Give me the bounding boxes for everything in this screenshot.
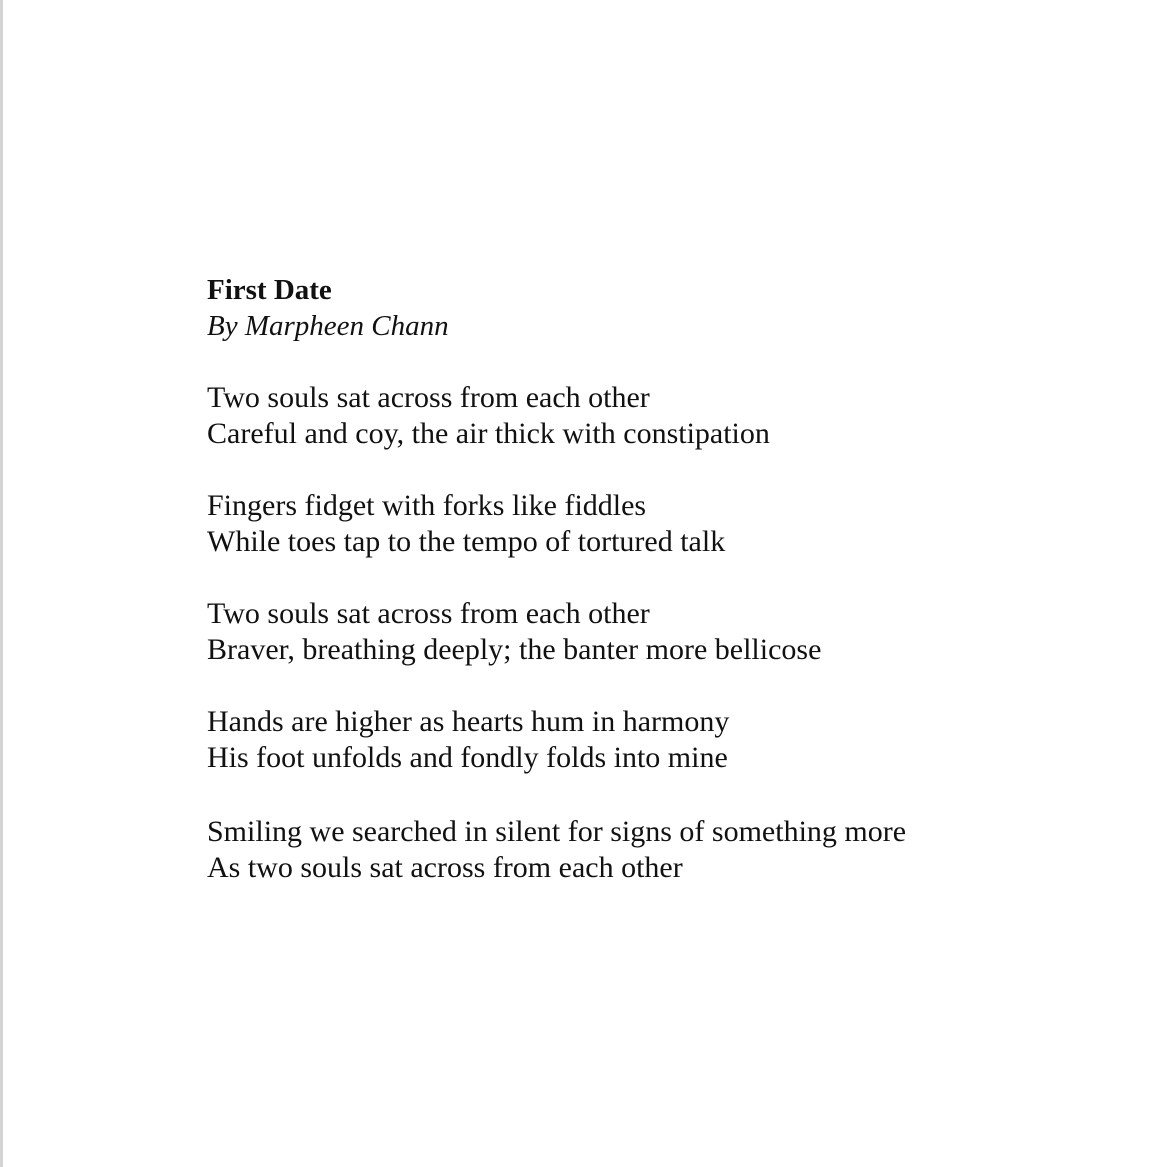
poem-line: Two souls sat across from each other (207, 597, 650, 630)
poem-line: His foot unfolds and fondly folds into mine (207, 741, 728, 774)
poem-title: First Date (207, 274, 332, 306)
page-edge (0, 0, 3, 1167)
poem-line: Two souls sat across from each other (207, 381, 650, 414)
stanza-3 (207, 596, 1107, 668)
stanza-4 (207, 704, 1107, 776)
poem-line: Careful and coy, the air thick with constipation (207, 417, 770, 450)
stanza-5 (207, 814, 1107, 886)
poem-line: Hands are higher as hearts hum in harmony (207, 705, 730, 738)
poem (207, 272, 1107, 886)
stanza-2 (207, 488, 1107, 560)
poem-line: Smiling we searched in silent for signs of something more (207, 815, 907, 848)
poem-line: While toes tap to the tempo of tortured talk (207, 525, 726, 558)
poem-line: Fingers fidget with forks like fiddles (207, 489, 647, 522)
stanza-1 (207, 380, 1107, 452)
poem-line: Braver, breathing deeply; the banter more bellicose (207, 633, 822, 666)
poem-line: As two souls sat across from each other (207, 851, 683, 884)
poem-author: By Marpheen Chann (207, 310, 449, 342)
